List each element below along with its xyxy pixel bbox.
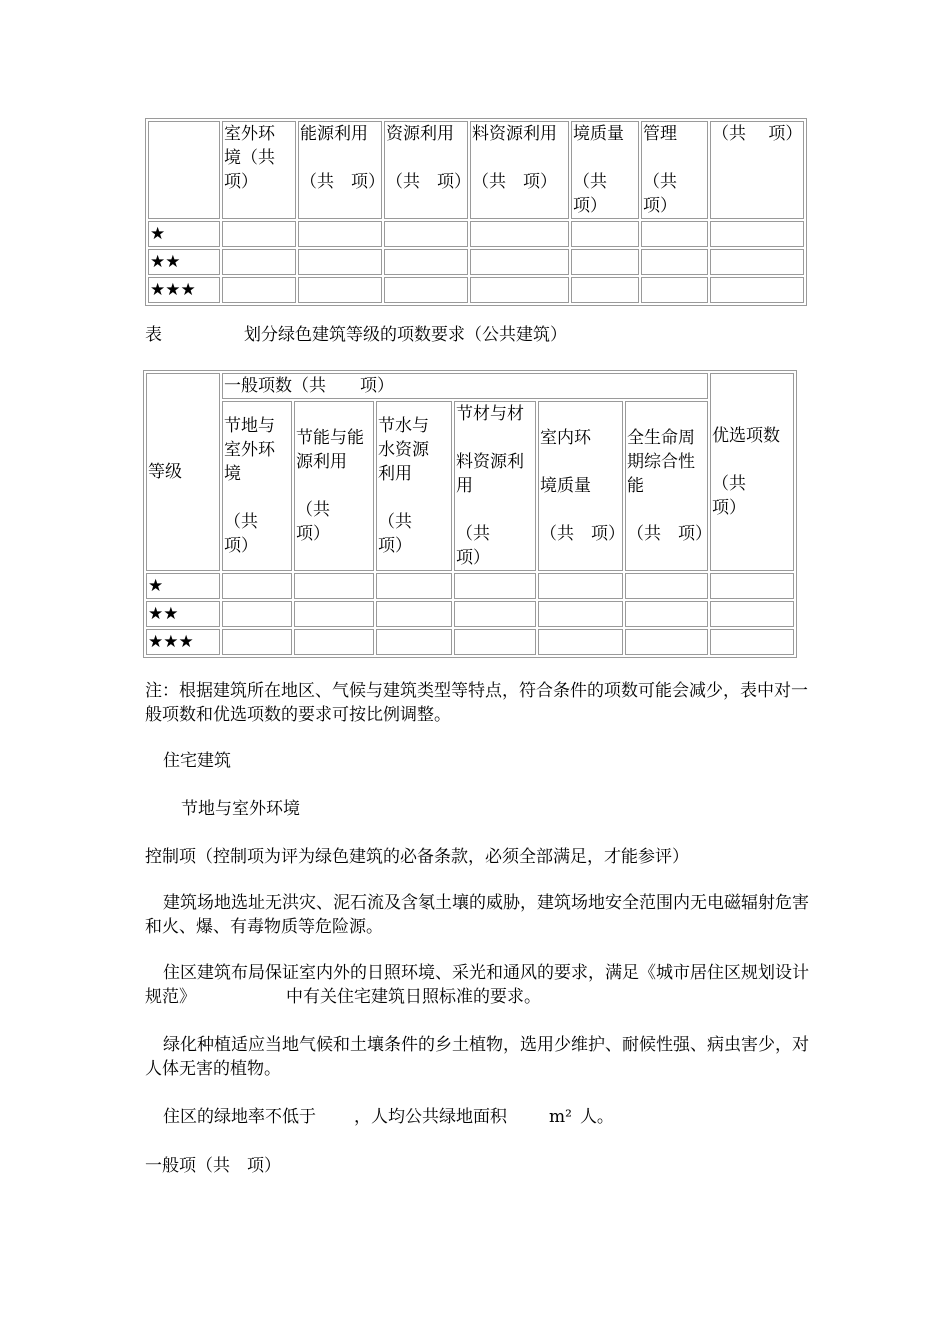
grade-cell: ★ [148, 221, 220, 247]
header-cell-outdoor: 室外环 境（共 项） [222, 121, 296, 219]
general-items-heading: 一般项（共 项） [145, 1156, 281, 1176]
header-cell-indoor: 境质量 （共 项） [571, 121, 639, 219]
note-paragraph: 注：根据建筑所在地区、气候与建筑类型等特点，符合条件的项数可能会减少，表中对一般项数和优选项数的要求可按比例调整。 [145, 681, 808, 725]
control-items-heading: 控制项（控制项为评为绿色建筑的必备条款，必须全部满足，才能参评） [145, 847, 689, 867]
col-energy: 节能与能 源利用 （共 项） [294, 401, 374, 571]
col-lifecycle: 全生命周 期综合性 能 （共 项） [625, 401, 708, 571]
col-land: 节地与 室外环 境 （共 项） [222, 401, 292, 571]
general-items-header: 一般项数（共 项） [222, 373, 708, 399]
criteria-table-public [143, 370, 797, 658]
control-item-2: 住区建筑布局保证室内外的日照环境、采光和通风的要求，满足《城市居住区规划设计规范》 中有关住宅建筑日照标准的要求。 [145, 963, 809, 1007]
header-cell-energy: 能源利用 （共 项） [298, 121, 382, 219]
col-indoor: 室内环 境质量 （共 项） [538, 401, 623, 571]
control-item-3: 绿化种植适应当地气候和土壤条件的乡土植物，选用少维护、耐候性强、病虫害少，对人体无害的植物。 [145, 1035, 809, 1079]
col-water: 节水与 水资源 利用 （共 项） [376, 401, 452, 571]
section-heading-residential: 住宅建筑 [163, 751, 231, 771]
table-caption: 表 划分绿色建筑等级的项数要求（公共建筑） [145, 325, 567, 345]
grade-cell: ★ [146, 573, 220, 599]
grade-cell: ★★★ [148, 277, 220, 303]
header-cell-water: 资源利用 （共 项） [384, 121, 468, 219]
header-cell-empty [148, 121, 220, 219]
header-cell-material: 料资源利用 （共 项） [470, 121, 569, 219]
grade-cell: ★★★ [146, 629, 220, 655]
subsection-heading-land: 节地与室外环境 [181, 799, 300, 819]
grade-header: 等级 [146, 373, 220, 571]
optional-items-header: 优选项数 （共 项） [710, 373, 794, 571]
header-cell-optional: （共 项） [710, 121, 804, 219]
control-item-4: 住区的绿地率不低于 ，人均公共绿地面积 m² 人。 [163, 1107, 614, 1127]
grade-cell: ★★ [148, 249, 220, 275]
criteria-table-residential [145, 118, 807, 306]
header-cell-management: 管理 （共 项） [641, 121, 708, 219]
col-material: 节材与材 料资源利 用 （共 项） [454, 401, 536, 571]
grade-cell: ★★ [146, 601, 220, 627]
control-item-1: 建筑场地选址无洪灾、泥石流及含氡土壤的威胁，建筑场地安全范围内无电磁辐射危害和火、爆、有毒物质等危险源。 [145, 893, 809, 937]
